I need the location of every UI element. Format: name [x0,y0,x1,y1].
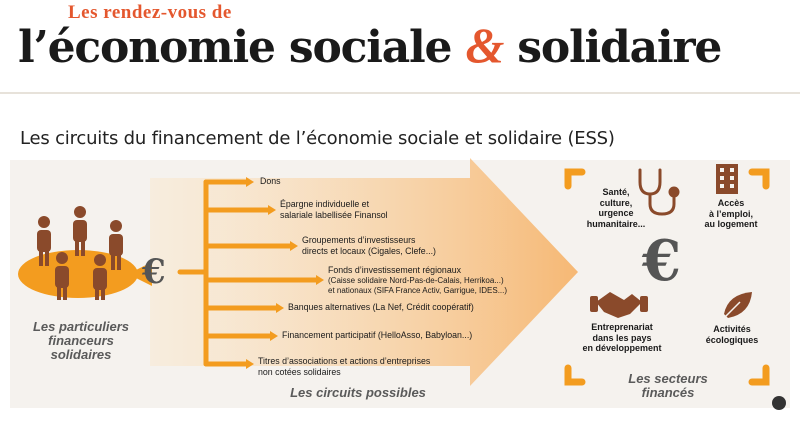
circuit-line: directs et locaux (Cigales, Clefe...) [302,245,436,256]
sectors-caption-line: financés [641,385,695,400]
header-title-part1: l’économie sociale [18,22,466,73]
circuit-line: Financement participatif (HelloAsso, Babyloan...) [282,330,473,340]
circuit-line: Épargne individuelle et [280,199,370,209]
sectors-caption-line: Les secteurs [628,371,708,386]
circuit-line: Groupements d’investisseurs [302,235,416,245]
circuit-line: (Caisse solidaire Nord-Pas-de-Calais, Herrikoa...) [328,275,504,285]
circuit-fonds [328,265,507,297]
sector-line: humanitaire... [586,218,646,229]
sector-line: culture, [599,197,633,208]
sector-line: Accès [717,198,745,208]
left-caption-line: solidaires [50,347,112,362]
header-kicker: Les rendez-vous de [68,2,232,23]
circuit-line: Banques alternatives (La Nef, Crédit coopératif) [288,302,474,312]
circuit-line: et nationaux (SIFA France Activ, Garrigue, IDES...) [328,286,508,295]
sector-line: dans les pays [592,332,652,343]
sector-line: urgence [598,208,634,218]
euro-symbol-center: € [642,228,681,294]
left-caption [6,320,156,362]
circuit-titres [258,356,430,377]
sector-ecology [700,324,764,345]
sector-line: au logement [704,219,758,229]
circuit-groupements [302,235,436,256]
sector-line: Santé, [602,187,630,197]
publisher-logo [772,396,786,410]
sector-line: à l’emploi, [708,208,753,219]
header-title-part2: solidaire [503,22,722,73]
euro-symbol-left: € [142,252,166,292]
circuit-dons [260,176,281,187]
circuit-banques [288,302,474,313]
ampersand: & [465,17,504,73]
handshake-icon [590,292,648,318]
circuit-epargne [280,199,388,220]
circuit-line: Fonds d’investissement régionaux [328,265,462,275]
left-caption-line: Les particuliers [32,319,130,334]
sector-line: en développement [582,343,662,353]
sector-line: Activités [713,324,751,334]
sectors-caption [612,372,724,400]
diagram-title: Les circuits du financement de l’économie sociale et solidaire (ESS) [20,128,615,149]
sector-employment [696,198,766,230]
circuit-line: Dons [260,176,281,186]
circuits-caption: Les circuits possibles [290,385,426,400]
circuit-line: Titres d’associations et actions d’entreprises [258,356,431,366]
people-icon [18,206,152,300]
building-icon [716,164,738,194]
sector-line: écologiques [705,334,759,345]
left-caption-line: financeurs [48,333,114,348]
circuit-line: non cotées solidaires [258,366,341,377]
circuit-line: salariale labellisée Finansol [280,209,388,220]
leaf-icon [722,292,752,320]
circuit-financement-participatif [282,330,472,341]
sector-entrepreneurship [574,322,670,354]
sector-line: Entreprenariat [591,322,653,332]
sector-health [578,187,654,229]
